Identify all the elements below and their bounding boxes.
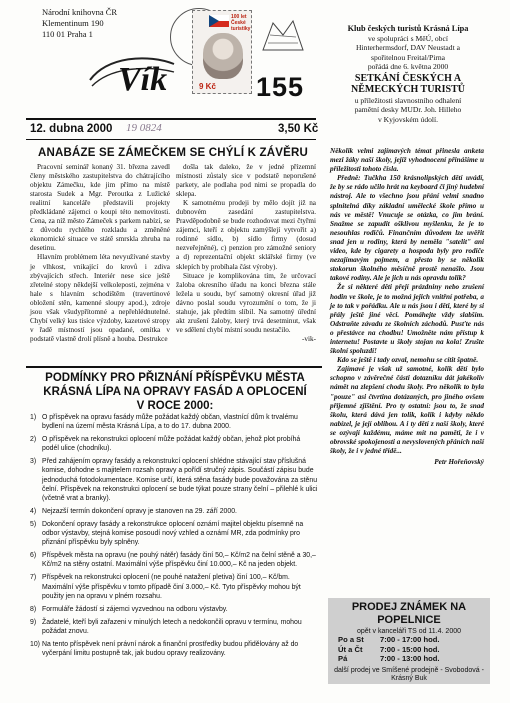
club-headline: SETKÁNÍ ČESKÝCH A NĚMECKÝCH TURISTŮ (351, 72, 465, 96)
item-text: Příspěvek města na opravu (ne pouhý nátěr) fasády činí 50,– Kč/m2 na čelní stěně a 30,– Kč/m2 na stěny ostatní. Maximální výše příspěvku činí 10.000,– Kč na jeden objekt. (42, 552, 316, 569)
item-number: 5) (30, 520, 37, 528)
article-signature: -vik- (302, 334, 316, 343)
article-paragraph: došla tak daleko, že v jedné přízemní místnosti zůstaly sice v podstatě neporušené parkety, ale podlaha pod nimi se propadla do sklepa. (176, 163, 316, 199)
survey-column (330, 147, 484, 467)
waste-sticker-box (328, 598, 490, 684)
article-paragraph: Pracovní seminář konaný 31. března zavedl členy městského zastupitelstva do chátrajícího objektu Zámečku, kde jim přímo na místě starosta Sudek a Mgr. Peroutka z Lužické realitní kanceláře představili projekty předkládané zájemci o koupi této nemovitosti. Cena, za níž město Zámeček s parkem nabízí, se z důvodu rychlého rozkladu a změněné ekonomické situace ve státě smrskla zhruba na desetinu. (30, 163, 170, 253)
promo-subtitle: opět v kanceláři TS od 11.4. 2000 (356, 628, 462, 635)
list-item (30, 435, 318, 453)
club-line: pořádá dne 6. května 2000 (367, 62, 449, 72)
list-item (30, 520, 318, 547)
hours-time: 7:00 - 13:00 hod. (380, 654, 440, 663)
survey-paragraph: Kdo se ještě i tady ozval, nemohu se cítit špatně. (337, 356, 479, 365)
article-paragraph: K samotnému prodeji by mělo dojít již na dubnovém zasedání zastupitelstva. Pravděpodobně se bude rozhodovat mezi čtyřmi zájemci, kteří z objektu zamýšlejí vytvořit a) rodinné sídlo, b) sídlo firmy (dosud nezveřejněné), c) penzion pro zámožné seniory a d) reprezentační objekt sklářské firmy (ve sklepích by probíhala část výroby). (176, 199, 316, 271)
item-text: Žadatelé, kteří byli zařazeni v minulých letech a nedokončili opravu v termínu, mohou požádat znovu. (42, 618, 302, 635)
hours-day: Pá (338, 654, 348, 663)
postage-stamp (192, 10, 252, 94)
article-paragraph: Situace je komplikována tím, že určovací žaloba okresního úřadu na konci března stále ležela u soudu, byť samotný okresní úřad již dávno poslal soudu vyrozumění o tom, že ji stahuje, jak předtím slíbil. Na samotný úřední akt zrušení žaloby, který trvá desetminut, však ve sdělení chybí místní soudu nestačilo. (176, 271, 316, 334)
hours-row (328, 635, 490, 645)
club-announcement (330, 24, 486, 125)
hours-day: Út a Čt (338, 644, 363, 654)
item-number: 4) (30, 507, 37, 515)
stamp-value: 9 Kč (199, 82, 216, 91)
stamp-portrait (203, 33, 243, 79)
item-text: Příspěvek na rekonstrukci oplocení (ne pouhé natažení pletiva) činí 100,– Kč/bm. Maximální výše příspěvku v tomto případě činí 3.000,– Kč. Tyto příspěvky mohou být použity jen na opravu v plném rozsahu. (42, 574, 301, 600)
item-text: Formuláře žádostí si zájemci vyzvednou na odboru výstavby. (42, 605, 228, 613)
item-number: 3) (30, 458, 37, 466)
subsidy-conditions-list (30, 413, 318, 662)
list-item (30, 507, 318, 516)
item-text: Dokončení opravy fasády a rekonstrukce oplocení oznámí majitel objektu písemně na odbor výstavby, stejná komise posoudí nový vzhled a oznámí MR, zda podmínky pro přiznání příspěvku byly splněny. (42, 520, 304, 547)
item-number: 8) (30, 605, 37, 613)
club-line: spořitelnou Freital/Pirna (370, 52, 446, 62)
hours-day: Po a St (338, 635, 364, 644)
date-rule (26, 139, 316, 140)
survey-paragraph: Několik velmi zajímavých témat přinesla anketa mezi žáky naší školy, jejíž vyhodnocení přinášíme u příležitosti tohoto čísla. (330, 147, 484, 174)
survey-paragraph: Že si některé děti přejí prázdniny nebo zrušení hodin ve škole, je to možná jejich vnitřní potřeba, a je to tak v pořádku. Ale u nás jsou i děti, které by si přály ještě jiné věci. Pomáhejte vždy slabším. Odstraňte závadu ze školních záchodů. Pusťte nás o přestávce na chodbu! Umožněte nám přístup k internetu! Postavte u školy stojan na kola! Zrušte školní spoluzdí! (330, 283, 484, 356)
survey-paragraph: Předně: Tučkha 150 krásnolipských dětí uvádí, že by se rádo učilo hrát na keyboard či jiný hudební nástroj. Ale to všechno jsou přání velmi snadno splnitelná díky základní umělecké škole přímo u nás ve městě! Vnucuje se otázka, co jim brání. Snažme se zapudit ošklivou myšlenku, že je to nesouhlas rodičů. Finančním důvodem lze uvěřit snad jen u rodiny, která by neměla "satelit" ani video, kde by cigarety a hospoda byly pro rodiče nezajímavým pojmem, a přesto by se několik stokorun školného měsíčně prostě nenašlo. Jsou takové rodiny. Ale je jich u nás opravdu tolik? (330, 174, 484, 283)
list-item (30, 551, 318, 569)
item-text: O příspěvek na opravu fasády může požádat každý občan, vlastnící dům k trvalému bydlení na území města Krásná Lípa, a to do 17. dubna 2000. (42, 414, 298, 431)
club-line: ve spolupráci s MěÚ, obcí (368, 33, 448, 43)
issue-price: 3,50 Kč (278, 123, 319, 135)
town-seal-icon (258, 15, 308, 55)
stamp-caption: 100 let České turistiky (231, 14, 251, 32)
item-text: Nejzazší termín dokončení opravy je stanoven na 29. září 2000. (42, 507, 237, 515)
article-paragraph: Hlavním problémem léta nevyužívané stavby je vlhkost, vnikající do krovů i zdiva zbývajících střech. Interiér nese sice ještě zřetelné stopy někdejší velkoleposti, zejména v hale s hlavním schodištěm (travertinové obložení stěn, kamenné sloupy apod.), zdroje jsou však všudypřítomné a nepřehlédnutelné. Chybí velký kus tisíce výzdoby, kazetové stropy v řadě místností jsou opadané, omítka v podstatě vlastně drolí plísně a houba. Destrukce (30, 253, 170, 343)
list-item (30, 605, 318, 614)
vik-logo (88, 50, 176, 96)
subsidy-title: PODMÍNKY PRO PŘIZNÁNÍ PŘÍSPĚVKU MĚSTA KRÁSNÁ LÍPA NA OPRAVY FASÁD A OPLOCENÍ V ROCE 2000: (43, 372, 307, 412)
club-footer-line: u příležitosti slavnostního odhalení (354, 95, 462, 105)
list-item (30, 640, 318, 658)
item-text: Před zahájením opravy fasády a rekonstrukcí oplocení shlédne stávající stav příslušná komise, dohodne s majitelem rozsah opravy a pořídí stručný zápis. Součástí zápisu bude jednoduchá fotodokumentace. Komise určí, která stěna fasády bude považována za stěnu čelní. Příspěvek na rekonstrukci oplocení se bude týkat pouze strany čelní – přilehlé k ulici (včetně vrat a branky). (42, 458, 318, 502)
club-title: Klub českých turistů Krásná Lípa (347, 24, 469, 33)
list-item (30, 457, 318, 502)
list-item (30, 573, 318, 600)
logo-text: Vík (118, 61, 168, 96)
header-rule (26, 118, 316, 120)
item-number: 9) (30, 618, 37, 626)
article-column-right (176, 163, 316, 344)
hours-time: 7:00 - 17:00 hod. (380, 635, 440, 644)
hours-time: 7:00 - 15:00 hod. (380, 644, 440, 654)
item-number: 6) (30, 552, 37, 560)
address-line: Klementinum 190 (42, 18, 104, 28)
item-text: Na tento příspěvek není právní nárok a finanční prostředky budou přidělovány až do vyčerpání limitu postupně tak, jak budou opravy realizovány. (42, 640, 299, 658)
item-number: 1) (30, 414, 37, 421)
list-item (30, 413, 318, 431)
item-number: 2) (30, 436, 37, 444)
handwritten-mark: 19 0824 (126, 122, 162, 134)
article-title: ANABÁZE SE ZÁMEČKEM SE CHÝLÍ K ZÁVĚRU (38, 147, 308, 159)
list-item (30, 618, 318, 636)
issue-date: 12. dubna 2000 (30, 123, 113, 135)
item-number: 10) (30, 640, 40, 648)
library-address (42, 7, 117, 40)
hours-row (328, 645, 490, 655)
club-line: Hinterhermsdorf, DAV Neustadt a (356, 43, 460, 53)
survey-paragraph: Zajímavé je však už samotné, kolik dětí bylo schopno v závěrečné části dotazníku dát jakékoliv námět na zlepšení chodu školy. Pro několik to byla "pouze" asi čtvrtina dotázaných, pro jiného ovšem přijemné zjištění. Pro ty ostatní: jsou to, že snad školu, která dává jen tolik, kolik i kdyby někdo nabízel, je její oblibou. A i ty dětí z naší školy, které se ozývají každému, máme mít na paměti, že i v obrovské spokojenosti a nevyslovených přáních naší školy, že i v jedné třídě... (330, 365, 484, 456)
club-footer-line: pamětní desky MUDr. Joh. Hilleho (354, 105, 462, 115)
issue-number: 155 (256, 72, 305, 102)
item-number: 7) (30, 574, 37, 582)
article-column-left (30, 163, 170, 344)
item-text: O příspěvek na rekonstrukci oplocení může požádat každý občan, jehož plot probíhá podél ulice (chodníku). (42, 436, 301, 453)
promo-footer: další prodej ve Smíšené prodejně - Svobodová - Krásný Buk (334, 666, 484, 683)
hours-row (328, 654, 490, 664)
address-line: 110 01 Praha 1 (42, 29, 93, 39)
czech-flag-icon (209, 15, 229, 27)
address-line: Národní knihovna ČR (42, 7, 118, 17)
survey-signature: Petr Hořeňovský (434, 458, 484, 467)
promo-title: PRODEJ ZNÁMEK NA POPELNICE (351, 601, 467, 626)
club-footer-line: v Kyjovském údolí. (377, 114, 439, 124)
